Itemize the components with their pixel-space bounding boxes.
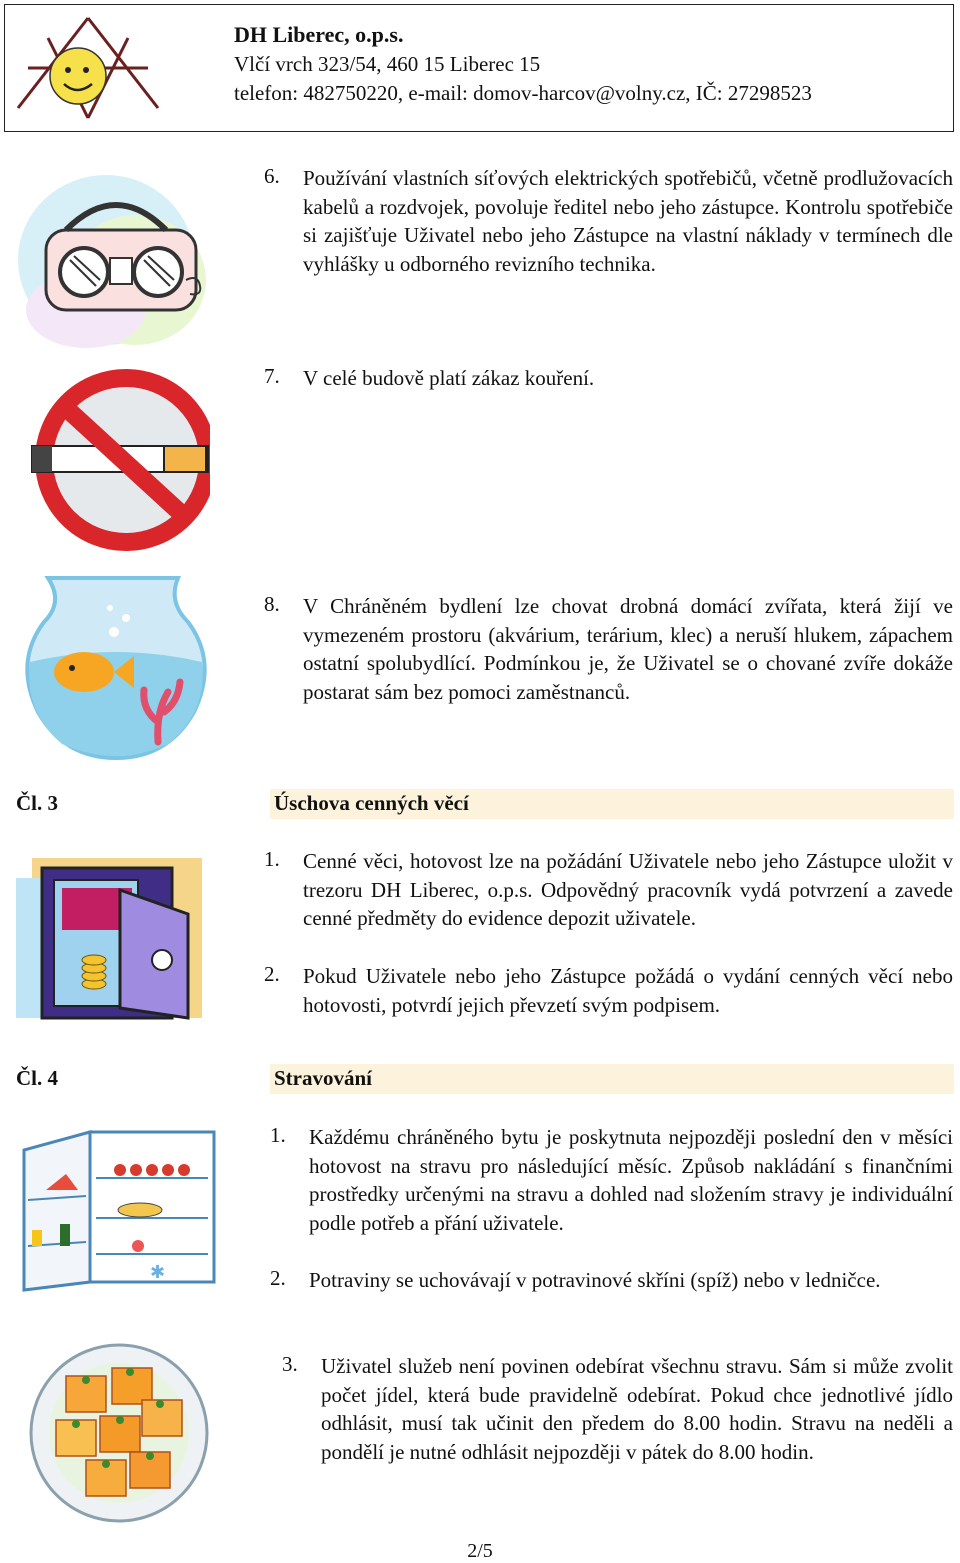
item-7-number: 7. xyxy=(264,364,280,388)
section-3-heading xyxy=(0,789,960,819)
svg-text:✱: ✱ xyxy=(150,1262,166,1282)
section-4-label: Čl. 4 xyxy=(16,1066,58,1090)
item-6-text: Používání vlastních síťových elektrických spotřebičů, včetně prodlužovacích kabelů a rozdvojek, povoluje ředitel nebo jeho zástupce. Kontrolu spotřebiče si zajišťuje Uživatel nebo jeho Zástupce na vlastní náklady v termínech dle vyhlášky u odborného revizního technika. xyxy=(303,166,953,277)
org-name: DH Liberec, o.p.s. xyxy=(234,22,404,47)
safe-icon xyxy=(12,848,212,1028)
item-6-number: 6. xyxy=(264,164,280,188)
s3-item-1-text: Cenné věci, hotovost lze na požádání Uživatele nebo jeho Zástupce uložit v trezoru DH Liberec, o.p.s. Odpovědný pracovník vydá potvrzení a zavede cenné předměty do evidence depozit uživatele. xyxy=(303,849,953,931)
s3-item-1-number: 1. xyxy=(264,847,280,871)
item-8-text: V Chráněném bydlení lze chovat drobná domácí zvířata, která žijí ve vymezeném prostoru (akvárium, terárium, klec) a neruší hlukem, zápachem ostatní spolubydlící. Podmínkou je, že Uživatel se o chované zvíře dokáže postarat sám bez pomoci zaměstnanců. xyxy=(303,594,953,705)
sun-logo-icon xyxy=(8,8,168,128)
org-address: Vlčí vrch 323/54, 460 15 Liberec 15 xyxy=(234,52,541,76)
page-number: 2/5 xyxy=(467,1540,493,1562)
s4-item-2-number: 2. xyxy=(270,1266,286,1290)
s3-item-2-number: 2. xyxy=(264,962,280,986)
section-4-heading xyxy=(0,1064,960,1094)
no-smoking-icon xyxy=(14,368,210,552)
radio-cassette-icon xyxy=(16,160,216,350)
s4-item-1-text: Každému chráněného bytu je poskytnuta nejpozději poslední den v měsíci hotovost na stravu pro následující měsíc. Způsob nakládání s finančními prostředky určenými na stravu a dohled nad složením stravy je individuální podle potřeb a přání uživatele. xyxy=(309,1125,953,1236)
fishbowl-icon xyxy=(18,572,214,762)
section-3-title: Úschova cenných věcí xyxy=(274,791,469,815)
food-plate-icon xyxy=(26,1340,212,1526)
s4-item-3-number: 3. xyxy=(282,1352,298,1376)
org-contact: telefon: 482750220, e-mail: domov-harcov@volny.cz, IČ: 27298523 xyxy=(234,81,812,105)
item-7-text: V celé budově platí zákaz kouření. xyxy=(303,366,595,390)
s4-item-1-number: 1. xyxy=(270,1123,286,1147)
s4-item-3-text: Uživatel služeb není povinen odebírat všechnu stravu. Sám si může zvolit počet jídel, která bude pravidelně odebírat. Pokud chce jednotlivé jídlo odhlásit, musí tak učinit den předem do 8.00 hodin. Stravu na neděli a pondělí je nutné odhlásit nejpozději v pátek do 8.00 hodin. xyxy=(321,1354,953,1465)
section-4-highlight xyxy=(270,1064,954,1094)
item-8-number: 8. xyxy=(264,592,280,616)
s4-item-2-text: Potraviny se uchovávají v potravinové skříni (spíž) nebo v ledničce. xyxy=(309,1268,881,1292)
s3-item-2-text: Pokud Uživatele nebo jeho Zástupce požádá o vydání cenných věcí nebo hotovosti, potvrdí jejich převzetí svým podpisem. xyxy=(303,964,953,1017)
fridge-icon xyxy=(20,1128,220,1296)
section-4-title: Stravování xyxy=(274,1066,373,1090)
section-3-label: Čl. 3 xyxy=(16,791,58,815)
